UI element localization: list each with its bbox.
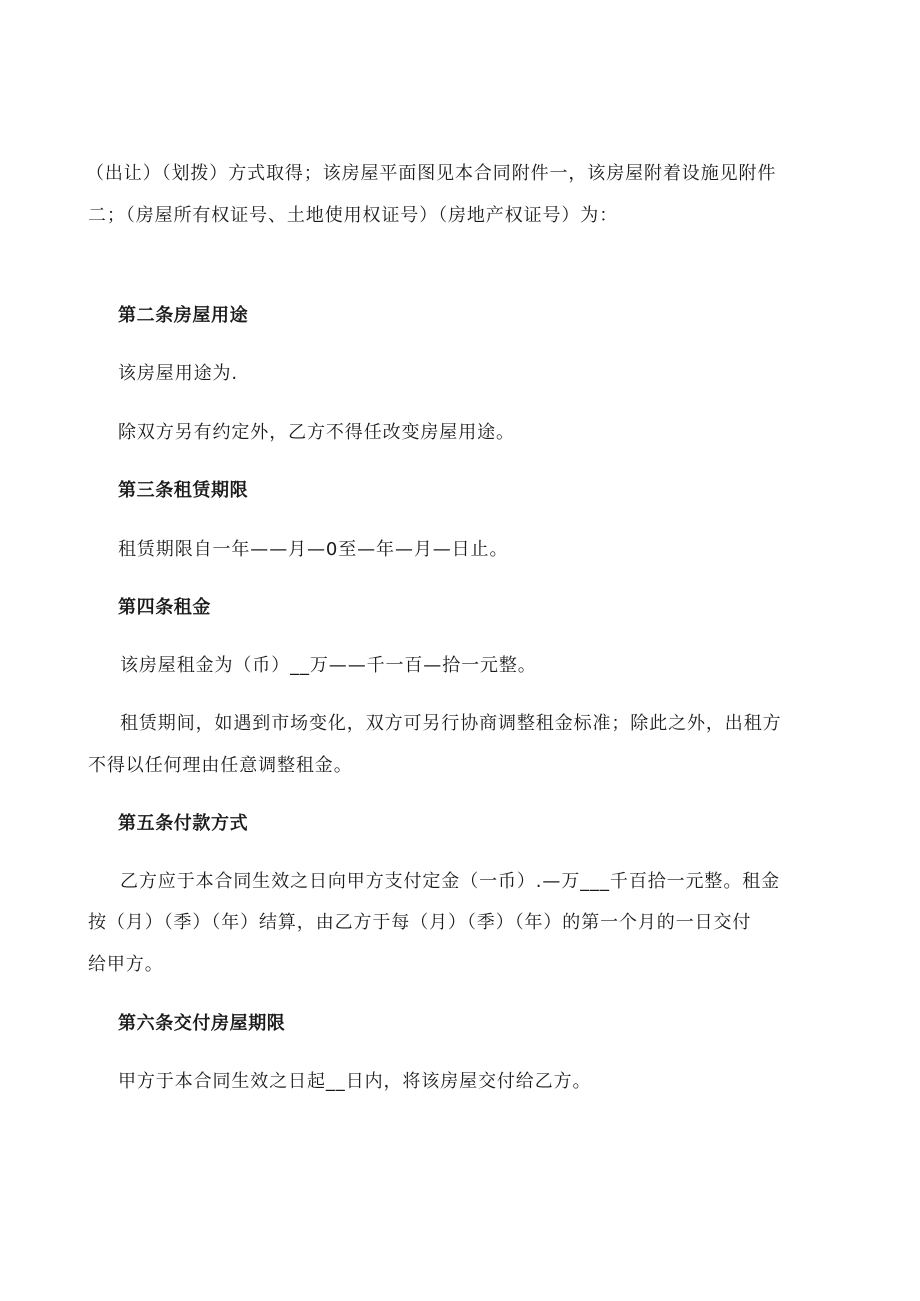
paragraph-line: 该房屋租金为（币）__万——千一百—拾一元整。: [120, 655, 537, 676]
paragraph-line: 不得以任何理由任意调整租金。: [88, 755, 353, 776]
paragraph-line: 给甲方。: [88, 954, 164, 975]
paragraph-line: 租赁期间，如遇到市场变化，双方可另行协商调整租金标准；除此之外，出租方: [120, 713, 782, 734]
paragraph-line: 甲方于本合同生效之日起__日内，将该房屋交付给乙方。: [118, 1071, 592, 1092]
article-4-heading: 第四条租金: [118, 597, 211, 618]
article-3-heading: 第三条租赁期限: [118, 480, 249, 501]
article-6-heading: 第六条交付房屋期限: [118, 1013, 286, 1034]
paragraph-line: 二；（房屋所有权证号、土地使用权证号）（房地产权证号）为：: [88, 205, 619, 226]
paragraph-line: 乙方应于本合同生效之日向甲方支付定金（一币）.—万___千百拾一元整。租金: [120, 871, 781, 892]
paragraph-line: 租赁期限自一年——月—0至—年—月—日止。: [118, 539, 509, 560]
article-5-heading: 第五条付款方式: [118, 813, 249, 834]
paragraph-line: 该房屋用途为.: [118, 363, 239, 384]
paragraph-line: 按（月）（季）（年）结算，由乙方于每（月）（季）（年）的第一个月的一日交付: [88, 912, 752, 933]
article-2-heading: 第二条房屋用途: [118, 305, 249, 326]
paragraph-line: 除双方另有约定外，乙方不得任改变房屋用途。: [118, 422, 515, 443]
paragraph-line: （出让）（划拨）方式取得；该房屋平面图见本合同附件一，该房屋附着设施见附件: [86, 163, 777, 184]
